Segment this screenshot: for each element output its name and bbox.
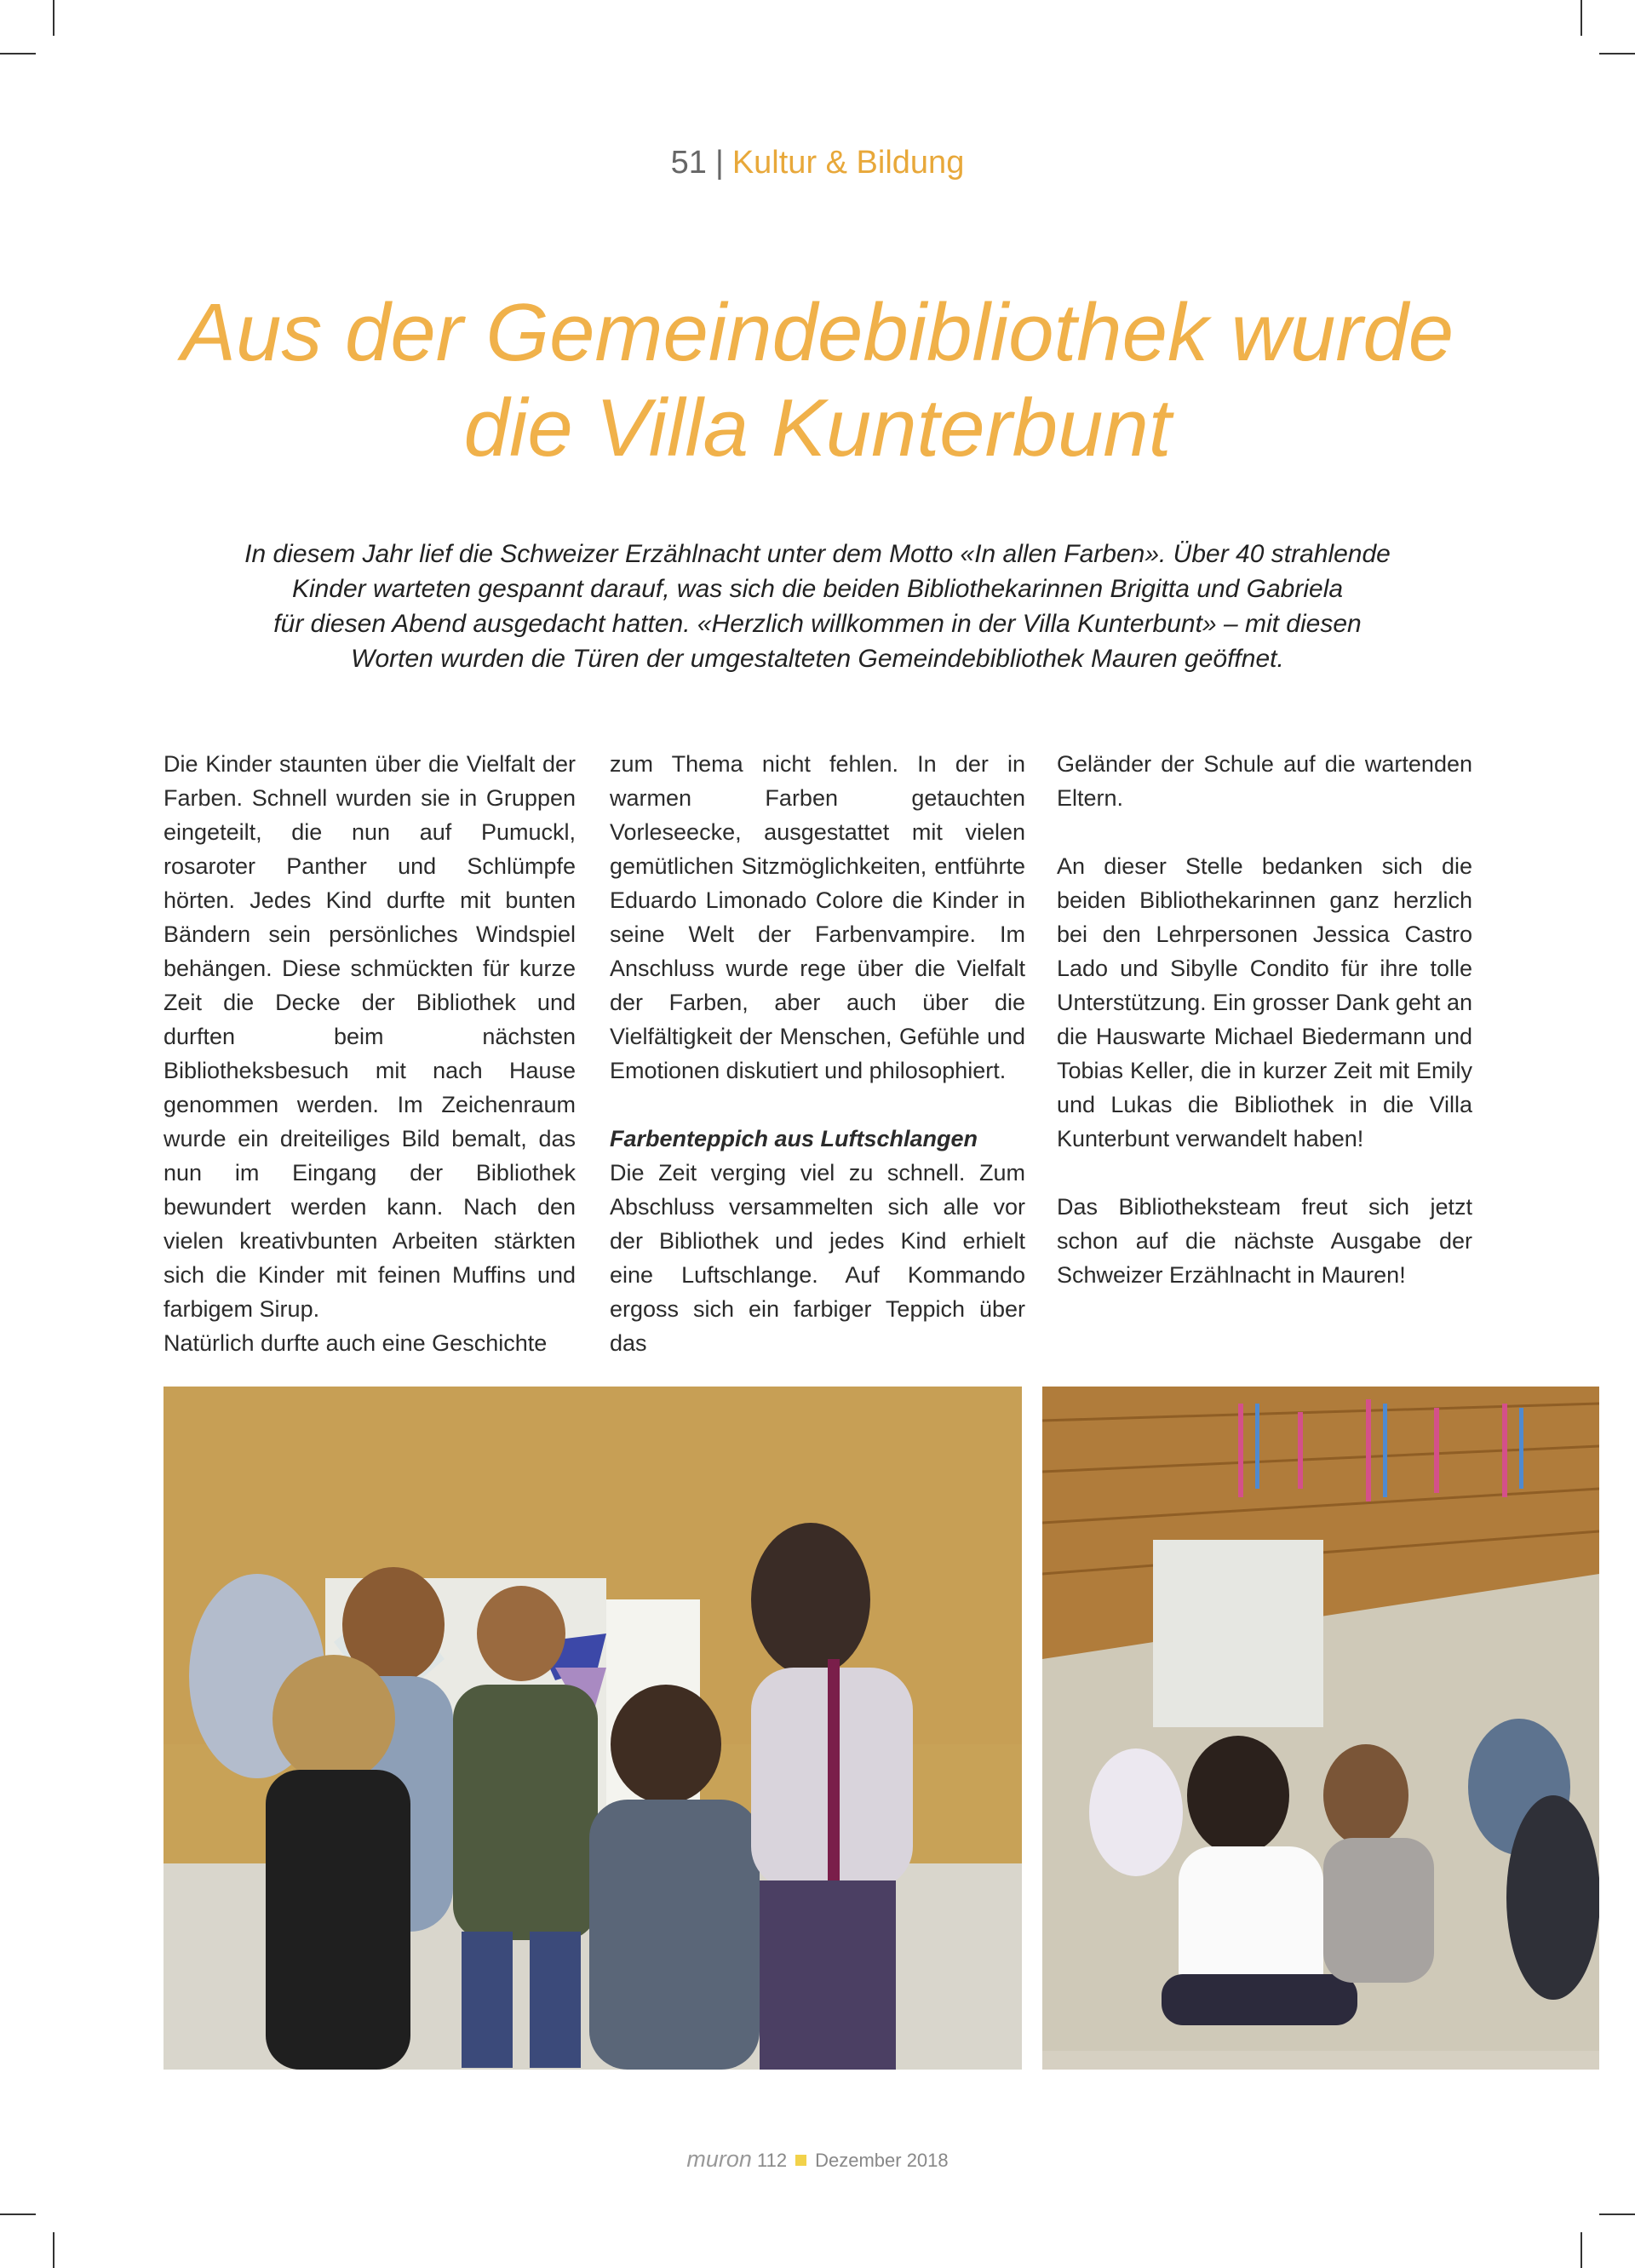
crop-mark bbox=[1580, 2232, 1582, 2268]
paragraph: Die Zeit verging viel zu schnell. Zum Abschluss versammelten sich alle vor der Bibliothek und jedes Kind erhielt eine Luftschlange. Auf Kommando ergoss sich ein farbiger Teppich über das bbox=[610, 1160, 1025, 1356]
subheading: Farbenteppich aus Luftschlangen bbox=[610, 1126, 978, 1151]
issue-number: 112 bbox=[757, 2150, 788, 2171]
article-title bbox=[119, 285, 1516, 476]
issue-date: Dezember 2018 bbox=[815, 2150, 949, 2171]
paragraph: Natürlich durfte auch eine Geschichte bbox=[164, 1330, 548, 1356]
crop-mark bbox=[1599, 53, 1635, 55]
crop-mark bbox=[0, 53, 36, 55]
crop-mark bbox=[53, 2232, 54, 2268]
paragraph: Die Kinder staunten über die Vielfalt der Farben. Schnell wurden sie in Gruppen eingeteilt, die nun auf Pumuckl, rosaroter Panther und Schlümpfe hörten. Jedes Kind durfte mit bunten Bändern sein persönliches Windspiel behängen. Diese schmückten für kurze Zeit die Decke der Bibliothek und durften beim nächsten Bibliotheksbesuch mit nach Hause genommen werden. Im Zeichenraum wurde ein dreiteiliges Bild bemalt, das nun im Eingang der Bibliothek bewundert werden kann. Nach den vielen kreativbunten Arbeiten stärkten sich die Kinder mit feinen Muffins und farbigem Sirup. bbox=[164, 751, 576, 1322]
crop-mark bbox=[1599, 2213, 1635, 2215]
text-column-1 bbox=[164, 747, 576, 1360]
text-column-3 bbox=[1057, 747, 1472, 1292]
paragraph: Geländer der Schule auf die wartenden Eltern. bbox=[1057, 751, 1472, 811]
page-header bbox=[0, 145, 1635, 181]
crop-mark bbox=[1580, 0, 1582, 36]
title-line: die Villa Kunterbunt bbox=[463, 382, 1172, 474]
text-column-2 bbox=[610, 747, 1025, 1360]
paragraph: An dieser Stelle bedanken sich die beiden Bibliothekarinnen ganz herzlich bei den Lehrpersonen Jessica Castro Lado und Sibylle Condito für ihre tolle Unterstützung. Ein grosser Dank geht an die Hauswarte Michael Biedermann und Tobias Keller, die in kurzer Zeit mit Emily und Lukas die Bibliothek in die Villa Kunterbunt verwandelt haben! bbox=[1057, 853, 1472, 1151]
article-lead bbox=[170, 537, 1465, 676]
photo-children-painting bbox=[164, 1387, 1022, 2070]
crop-mark bbox=[0, 2213, 36, 2215]
title-line: Aus der Gemeindebibliothek wurde bbox=[181, 287, 1454, 378]
photo-children-library bbox=[1042, 1387, 1599, 2070]
page-footer bbox=[0, 2146, 1635, 2173]
header-separator: | bbox=[714, 145, 724, 181]
paragraph: zum Thema nicht fehlen. In der in warmen Farben getauchten Vorleseecke, ausgestattet mit vielen gemütlichen Sitzmöglichkeiten, entführte Eduardo Limonado Colore die Kinder in seine Welt der Farbenvampire. Im Anschluss wurde rege über die Vielfalt der Farben, aber auch über die Vielfältigkeit der Menschen, Gefühle und Emotionen diskutiert und philosophiert. bbox=[610, 751, 1025, 1083]
lead-line: In diesem Jahr lief die Schweizer Erzählnacht unter dem Motto «In allen Farben». Über 40 strahlende bbox=[244, 540, 1391, 568]
paragraph: Das Bibliotheksteam freut sich jetzt schon auf die nächste Ausgabe der Schweizer Erzählnacht in Mauren! bbox=[1057, 1194, 1472, 1288]
lead-line: für diesen Abend ausgedacht hatten. «Herzlich willkommen in der Villa Kunterbunt» – mit diesen bbox=[273, 610, 1362, 638]
section-title: Kultur & Bildung bbox=[731, 145, 965, 181]
page-number: 51 bbox=[670, 145, 707, 181]
magazine-name: muron bbox=[686, 2146, 752, 2172]
crop-mark bbox=[53, 0, 54, 36]
lead-line: Worten wurden die Türen der umgestalteten Gemeindebibliothek Mauren geöffnet. bbox=[351, 645, 1284, 673]
footer-square-icon bbox=[795, 2155, 806, 2166]
lead-line: Kinder warteten gespannt darauf, was sich die beiden Bibliothekarinnen Brigitta und Gabriela bbox=[291, 575, 1344, 603]
